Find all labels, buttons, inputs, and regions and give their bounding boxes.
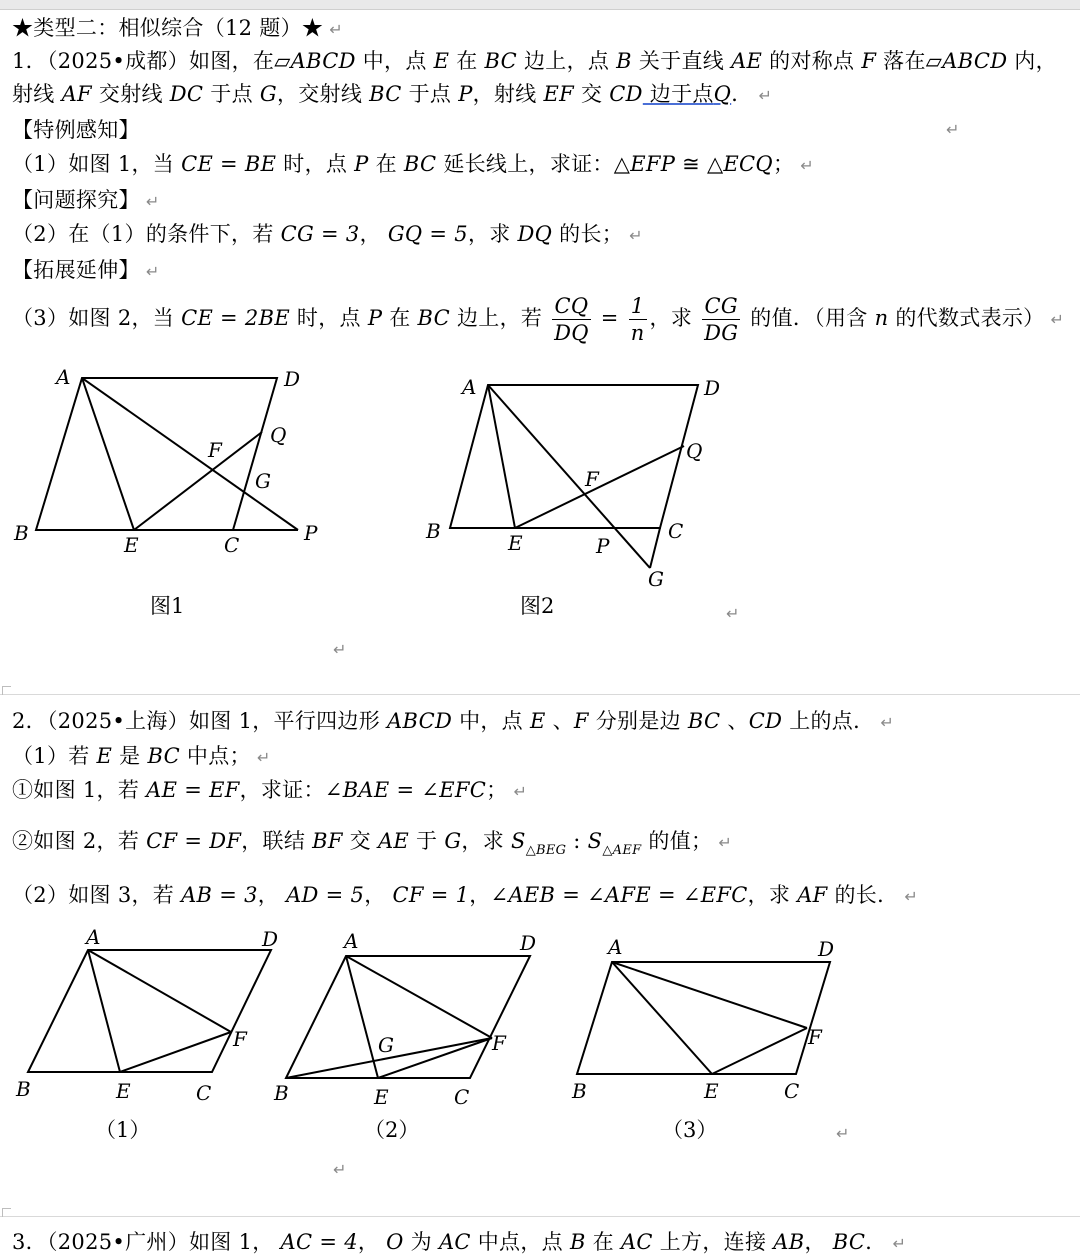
label-b: B bbox=[14, 521, 29, 545]
segment-af bbox=[88, 950, 231, 1032]
segment-ef bbox=[378, 1038, 492, 1078]
label-q: Q bbox=[686, 439, 703, 463]
heading-extend: 【拓展延伸】 ↵ bbox=[12, 258, 160, 282]
ray-af bbox=[82, 378, 298, 530]
label-a: A bbox=[86, 925, 101, 949]
label-p: P bbox=[304, 521, 318, 545]
paragraph-mark: ↵ bbox=[333, 1160, 347, 1179]
label-b: B bbox=[274, 1081, 289, 1105]
segment-ae bbox=[82, 378, 134, 530]
label-b: B bbox=[572, 1079, 587, 1103]
corner-mark bbox=[2, 686, 11, 695]
label-f: F bbox=[233, 1027, 247, 1051]
label-g: G bbox=[648, 567, 664, 591]
parallelogram-abcd bbox=[36, 378, 277, 530]
label-c: C bbox=[784, 1079, 800, 1103]
label-d: D bbox=[284, 367, 301, 391]
label-e: E bbox=[374, 1085, 389, 1109]
label-a: A bbox=[608, 935, 623, 959]
segment-ae bbox=[88, 950, 120, 1072]
figure-2 bbox=[410, 360, 740, 600]
segment-ae bbox=[488, 385, 515, 528]
problem-1-question-1: （1）如图 1，当 CE = BE 时，点 P 在 BC 延长线上，求证：△EFP ≅ △ECQ； ↵ bbox=[12, 152, 814, 176]
label-g: G bbox=[378, 1033, 394, 1057]
label-e: E bbox=[704, 1079, 719, 1103]
label-f: F bbox=[492, 1031, 506, 1055]
figure-5 bbox=[560, 920, 860, 1110]
fraction-1-n: $\frac{1}{n}$ bbox=[630, 294, 645, 345]
problem-2-line-1: 2．（2025•上海）如图 1，平行四边形 ABCD 中，点 E 、F 分别是边 BC 、CD 上的点． ↵ bbox=[12, 709, 895, 733]
problem-1-line-2: 射线 AF 交射线 DC 于点 G，交射线 BC 于点 P，射线 EF 交 CD 边于点Q． ↵ bbox=[12, 82, 773, 106]
figure-1 bbox=[0, 360, 340, 560]
label-c: C bbox=[224, 533, 240, 557]
parallelogram-abcd bbox=[577, 962, 830, 1074]
top-toolbar-edge bbox=[0, 0, 1080, 10]
segment-eq bbox=[515, 446, 684, 528]
problem-3-line-1: 3．（2025•广州）如图 1， AC = 4， O 为 AC 中点，点 B 在 AC 上方，连接 AB， BC． ↵ bbox=[12, 1230, 907, 1254]
problem-2-question-2: （2）如图 3，若 AB = 3， AD = 5， CF = 1，∠AEB = ∠AFE = ∠EFC，求 AF 的长． ↵ bbox=[12, 883, 919, 907]
label-c: C bbox=[196, 1081, 212, 1105]
label-e: E bbox=[124, 533, 139, 557]
label-b: B bbox=[426, 519, 441, 543]
segment-af bbox=[346, 956, 492, 1038]
figure-3 bbox=[0, 920, 290, 1110]
label-d: D bbox=[704, 376, 721, 400]
label-g: G bbox=[255, 469, 271, 493]
ray-ef bbox=[134, 432, 262, 530]
corner-mark bbox=[2, 1208, 11, 1217]
dc-extension bbox=[650, 528, 660, 568]
label-f: F bbox=[585, 467, 599, 491]
section-title: ★类型二：相似综合（12 题）★ ↵ bbox=[12, 16, 343, 40]
label-p: P bbox=[596, 534, 610, 558]
label-a: A bbox=[462, 375, 477, 399]
label-f: F bbox=[808, 1025, 822, 1049]
label-e: E bbox=[508, 531, 523, 555]
label-e: E bbox=[116, 1079, 131, 1103]
problem-separator bbox=[0, 694, 1080, 695]
heading-explore: 【问题探究】 ↵ bbox=[12, 188, 160, 212]
label-d: D bbox=[818, 937, 835, 961]
label-d: D bbox=[520, 931, 537, 955]
label-a: A bbox=[56, 365, 71, 389]
figure-2-caption: 图2 bbox=[520, 594, 555, 618]
label-c: C bbox=[454, 1085, 470, 1109]
heading-special-case: 【特例感知】 bbox=[12, 118, 140, 142]
problem-1-line-1: 1．（2025•成都）如图，在▱ABCD 中，点 E 在 BC 边上，点 B 关于直线 AE 的对称点 F 落在▱ABCD 内， bbox=[12, 49, 1057, 73]
figure-1-caption: 图1 bbox=[150, 594, 185, 618]
segment-ae bbox=[346, 956, 378, 1078]
fraction-cg-dg: $\frac{CG}{DG}$ bbox=[704, 294, 739, 345]
label-b: B bbox=[16, 1077, 31, 1101]
parallelogram-abcd bbox=[28, 950, 271, 1072]
problem-2-subquestion-1: ①如图 1，若 AE = EF，求证：∠BAE = ∠EFC； ↵ bbox=[12, 778, 528, 802]
figure-4-caption: （2） bbox=[364, 1118, 420, 1142]
problem-1-question-3: （3）如图 2，当 CE = 2BE 时，点 P 在 BC 边上，若 $\frac{CQ}{DQ}$ = $\frac{1}{n}$ ，求 $\frac{CG}{DG}$ 的值．（用含 n 的代数式表示） ↵ bbox=[12, 294, 1065, 345]
problem-separator bbox=[0, 1216, 1080, 1217]
label-q: Q bbox=[270, 423, 287, 447]
segment-ef bbox=[712, 1028, 807, 1074]
label-a: A bbox=[344, 929, 359, 953]
figure-5-caption: （3） bbox=[662, 1118, 718, 1142]
figure-4 bbox=[260, 920, 550, 1110]
fraction-cq-dq: $\frac{CQ}{DQ}$ bbox=[554, 294, 589, 345]
problem-2-subquestion-2: ②如图 2，若 CF = DF，联结 BF 交 AE 于 G，求 $S_{\triangle BEG}$ : $S_{\triangle AEF}$ 的值； ↵ bbox=[12, 829, 733, 858]
label-c: C bbox=[668, 519, 684, 543]
figure-3-caption: （1） bbox=[95, 1118, 151, 1142]
parallelogram-abcd bbox=[286, 956, 530, 1078]
label-d: D bbox=[262, 927, 279, 951]
problem-2-question-1: （1）若 E 是 BC 中点； ↵ bbox=[12, 744, 271, 768]
paragraph-mark: ↵ bbox=[726, 604, 740, 623]
label-f: F bbox=[208, 438, 222, 462]
problem-1-question-2: （2）在（1）的条件下，若 CG = 3， GQ = 5，求 DQ 的长； ↵ bbox=[12, 222, 643, 246]
paragraph-mark: ↵ bbox=[836, 1124, 850, 1143]
paragraph-mark: ↵ bbox=[333, 640, 347, 659]
paragraph-mark: ↵ bbox=[946, 120, 960, 139]
